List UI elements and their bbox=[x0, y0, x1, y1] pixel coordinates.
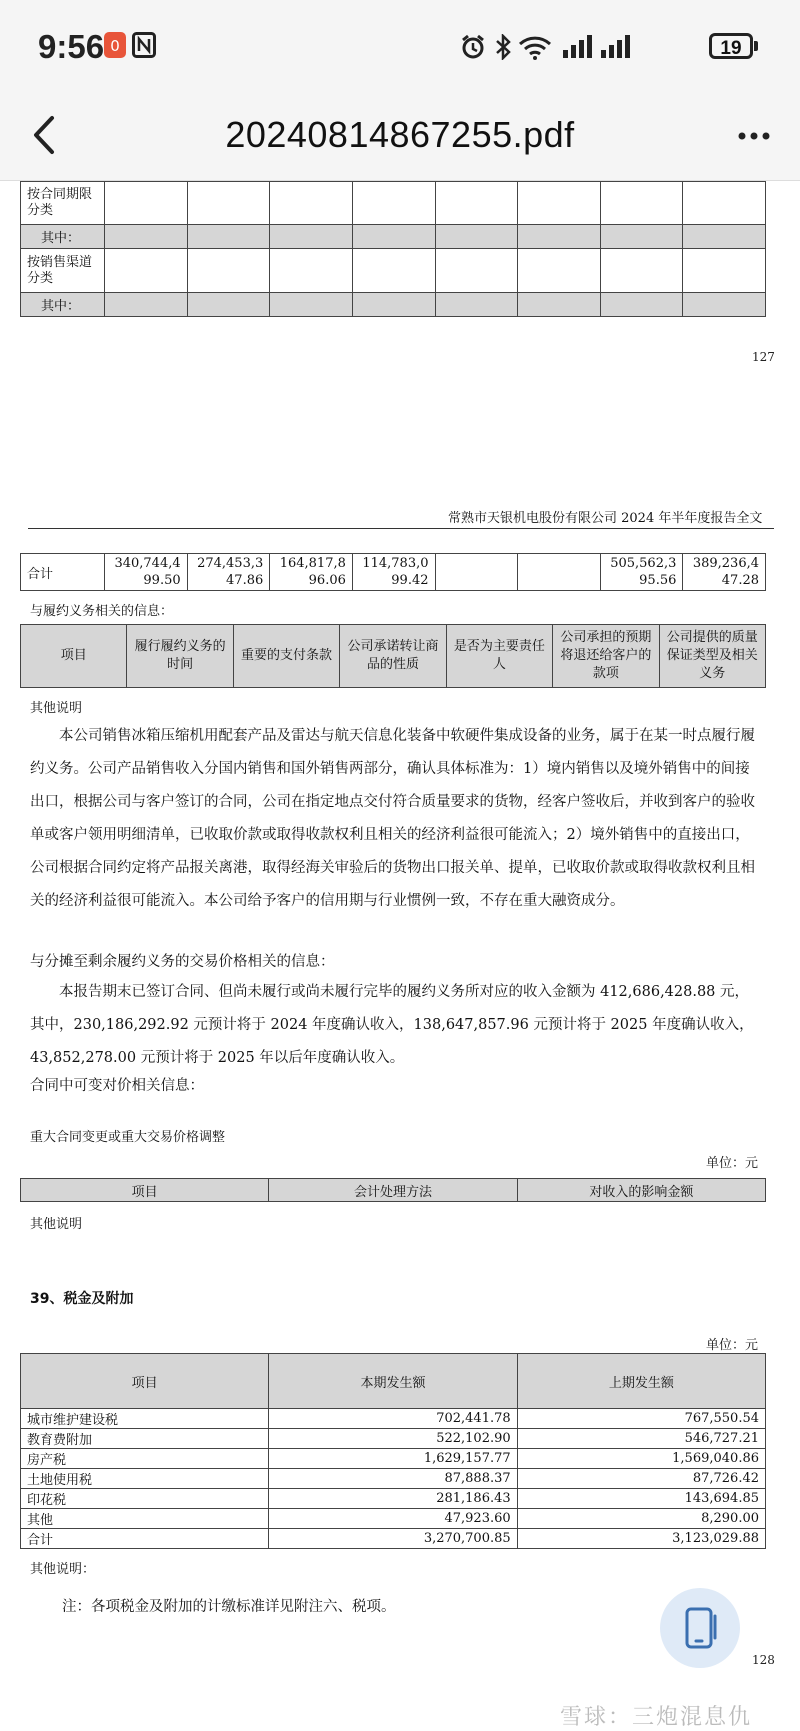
col-header: 公司承担的预期将退还给客户的款项 bbox=[553, 625, 659, 688]
prior-amount: 8,290.00 bbox=[517, 1509, 765, 1529]
table-row bbox=[21, 249, 766, 293]
col-header: 是否为主要责任人 bbox=[446, 625, 552, 688]
remaining-obligation-paragraph: 本报告期末已签订合同、但尚未履行或尚未履行完毕的履约义务所对应的收入金额为 412,686,428.88 元，其中，230,186,292.92 元预计将于 2024 年度确认收入，138,647,857.96 元预计将于 2025 年度确认收入，43,852,278.00 元预计将于 2025 年以后年度确认收入。 bbox=[30, 984, 754, 1066]
total-label: 合计 bbox=[21, 554, 105, 591]
current-amount: 1,629,157.77 bbox=[269, 1449, 517, 1469]
signal-icon bbox=[562, 34, 592, 58]
other-notes-label: 其他说明 bbox=[30, 1217, 83, 1232]
table-row bbox=[21, 554, 766, 591]
row-label: 印花税 bbox=[21, 1489, 269, 1509]
row-label: 教育费附加 bbox=[21, 1429, 269, 1449]
table-row bbox=[21, 293, 766, 317]
signal-icon-2 bbox=[600, 34, 630, 58]
unit-label: 单位：元 bbox=[706, 1156, 759, 1171]
report-header: 常熟市天银机电股份有限公司 2024 年半年度报告全文 bbox=[448, 511, 763, 526]
app-bar bbox=[0, 92, 800, 181]
total-cell bbox=[518, 554, 601, 591]
col-header: 项目 bbox=[21, 1354, 269, 1409]
table-row bbox=[21, 1529, 766, 1549]
col-header: 公司承诺转让商品的性质 bbox=[340, 625, 446, 688]
current-amount: 522,102.90 bbox=[269, 1429, 517, 1449]
row-label: 其他 bbox=[21, 1509, 269, 1529]
row-label: 合计 bbox=[21, 1529, 269, 1549]
variable-consideration-title: 合同中可变对价相关信息： bbox=[30, 1078, 204, 1094]
total-cell: 340,744,4 99.50 bbox=[105, 554, 188, 591]
nfc-icon bbox=[132, 32, 156, 58]
row-label: 其中： bbox=[21, 293, 105, 317]
row-label: 城市维护建设税 bbox=[21, 1409, 269, 1429]
obligation-table bbox=[20, 624, 766, 688]
table-row bbox=[21, 1489, 766, 1509]
col-header: 项目 bbox=[21, 625, 127, 688]
prior-amount: 546,727.21 bbox=[517, 1429, 765, 1449]
header-rule bbox=[28, 528, 774, 529]
page-number: 128 bbox=[752, 1653, 775, 1667]
prior-amount: 87,726.42 bbox=[517, 1469, 765, 1489]
battery-indicator: 19 bbox=[709, 33, 753, 59]
total-cell: 164,817,8 96.06 bbox=[270, 554, 353, 591]
obligation-info-title: 与履约义务相关的信息： bbox=[30, 604, 174, 619]
current-amount: 47,923.60 bbox=[269, 1509, 517, 1529]
total-cell: 114,783,0 99.42 bbox=[352, 554, 435, 591]
more-options-icon[interactable] bbox=[734, 118, 774, 154]
col-header: 履行履约义务的时间 bbox=[127, 625, 233, 688]
allocation-title: 与分摊至剩余履约义务的交易价格相关的信息： bbox=[30, 954, 335, 970]
row-label: 其中： bbox=[21, 225, 105, 249]
other-notes-label: 其他说明 bbox=[30, 701, 83, 716]
status-bar bbox=[0, 0, 800, 92]
bluetooth-icon bbox=[494, 34, 512, 60]
col-header: 对收入的影响金额 bbox=[517, 1179, 765, 1202]
table-row bbox=[21, 1449, 766, 1469]
current-amount: 87,888.37 bbox=[269, 1469, 517, 1489]
table-row bbox=[21, 225, 766, 249]
prior-amount: 1,569,040.86 bbox=[517, 1449, 765, 1469]
page-switch-button[interactable] bbox=[660, 1588, 740, 1668]
watermark: 雪球：三炮混息仇 bbox=[560, 1705, 753, 1730]
battery-nub bbox=[754, 41, 758, 51]
table-row bbox=[21, 1429, 766, 1449]
current-amount: 3,270,700.85 bbox=[269, 1529, 517, 1549]
revenue-classification-table bbox=[20, 181, 766, 317]
svg-text:0: 0 bbox=[110, 37, 120, 55]
total-cell: 274,453,3 47.86 bbox=[187, 554, 270, 591]
row-label: 按销售渠道分类 bbox=[21, 249, 105, 293]
contract-change-table bbox=[20, 1178, 766, 1202]
col-header: 会计处理方法 bbox=[269, 1179, 517, 1202]
row-label: 按合同期限分类 bbox=[21, 182, 105, 225]
unit-label: 单位：元 bbox=[706, 1338, 759, 1353]
status-time: 9:56 bbox=[38, 28, 105, 65]
total-cell: 505,562,3 95.56 bbox=[600, 554, 683, 591]
col-header: 上期发生额 bbox=[517, 1354, 765, 1409]
col-header: 本期发生额 bbox=[269, 1354, 517, 1409]
table-header-row bbox=[21, 625, 766, 688]
prior-amount: 3,123,029.88 bbox=[517, 1529, 765, 1549]
col-header: 重要的支付条款 bbox=[233, 625, 339, 688]
current-amount: 702,441.78 bbox=[269, 1409, 517, 1429]
table-row bbox=[21, 1469, 766, 1489]
row-label: 土地使用税 bbox=[21, 1469, 269, 1489]
tax-note: 注：各项税金及附加的计缴标准详见附注六、税项。 bbox=[62, 1599, 396, 1615]
wifi-6-icon bbox=[518, 34, 552, 60]
table-header-row bbox=[21, 1354, 766, 1409]
total-cell bbox=[435, 554, 518, 591]
current-amount: 281,186.43 bbox=[269, 1489, 517, 1509]
alarm-icon bbox=[460, 34, 486, 60]
table-row bbox=[21, 182, 766, 225]
row-label: 房产税 bbox=[21, 1449, 269, 1469]
notification-badge-icon bbox=[104, 32, 126, 58]
col-header: 公司提供的质量保证类型及相关义务 bbox=[659, 625, 765, 688]
table-row bbox=[21, 1409, 766, 1429]
phone-copy-icon bbox=[660, 1588, 740, 1668]
prior-amount: 143,694.85 bbox=[517, 1489, 765, 1509]
col-header: 项目 bbox=[21, 1179, 269, 1202]
other-notes-label: 其他说明： bbox=[30, 1562, 96, 1577]
total-cell: 389,236,4 47.28 bbox=[683, 554, 766, 591]
table-row bbox=[21, 1509, 766, 1529]
prior-amount: 767,550.54 bbox=[517, 1409, 765, 1429]
section-title: 39、税金及附加 bbox=[30, 1291, 134, 1307]
tax-table bbox=[20, 1353, 766, 1549]
page-number: 127 bbox=[752, 350, 775, 364]
revenue-recognition-paragraph: 本公司销售冰箱压缩机用配套产品及雷达与航天信息化装备中软硬件集成设备的业务，属于在某一时点履行履约义务。公司产品销售收入分国内销售和国外销售两部分，确认具体标准为：1）境内销售以及境外销售中的间接出口，根据公司与客户签订的合同，公司在指定地点交付符合质量要求的货物，经客户签收后，并收到客户的验收单或客户领用明细清单，已收取价款或取得收款权利且相关的经济利益很可能流入；2）境外销售中的直接出口，公司根据合同约定将产品报关离港，取得经海关审验后的货物出口报关单、提单，已收取价款或取得收款权利且相关的经济利益很可能流入。本公司给予客户的信用期与行业惯例一致，不存在重大融资成分。 bbox=[30, 728, 755, 909]
table-header-row bbox=[21, 1179, 766, 1202]
document-title: 20240814867255.pdf bbox=[225, 114, 575, 155]
total-row-table bbox=[20, 553, 766, 591]
contract-change-title: 重大合同变更或重大交易价格调整 bbox=[30, 1130, 226, 1145]
